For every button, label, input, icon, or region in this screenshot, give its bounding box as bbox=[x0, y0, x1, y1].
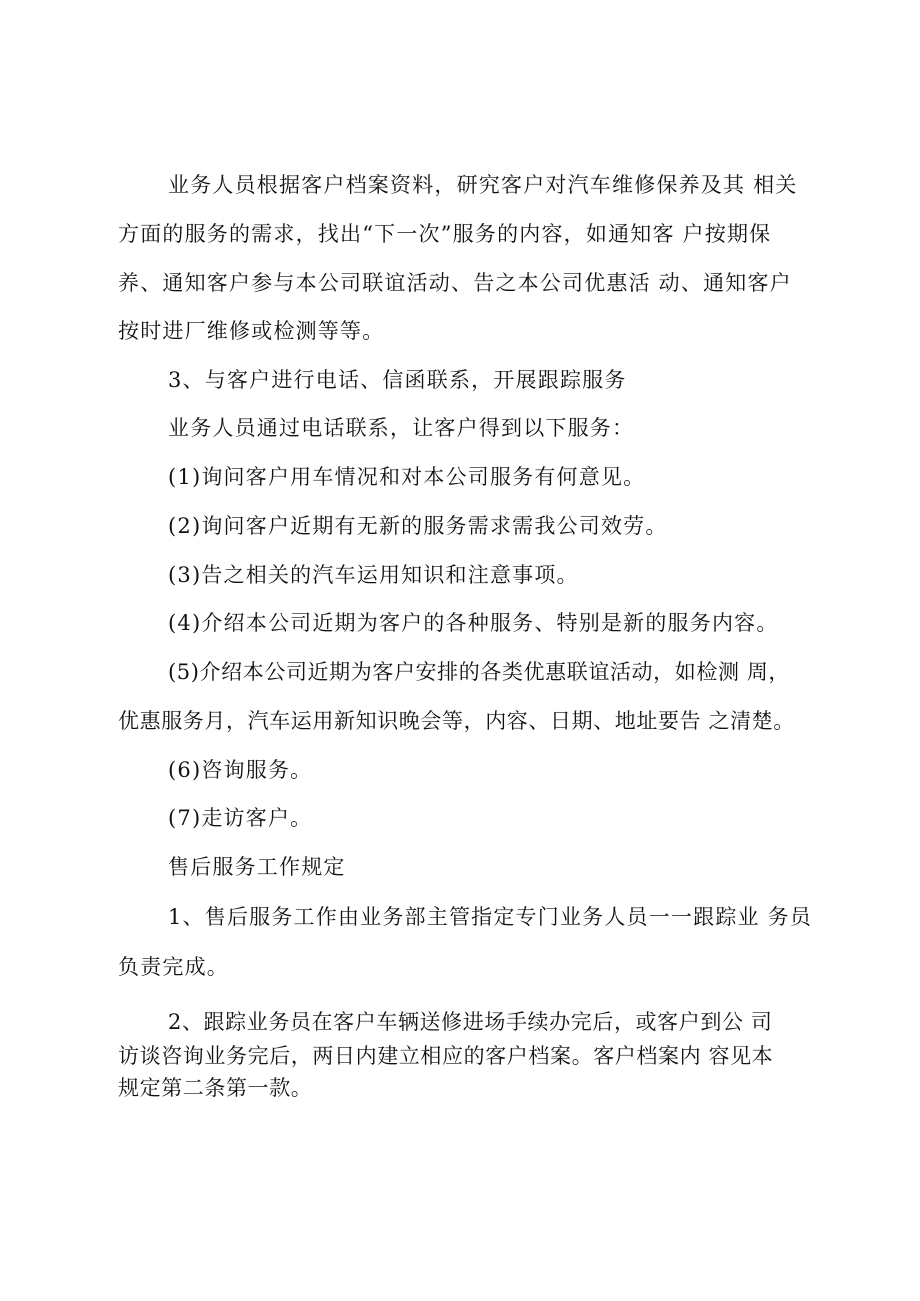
section-3-heading: 3、与客户进行电话、信函联系，开展跟踪服务 bbox=[168, 368, 627, 392]
list-item-2: (2)询问客户近期有无新的服务需求需我公司效劳。 bbox=[168, 514, 668, 538]
list-item-3: (3)告之相关的汽车运用知识和注意事项。 bbox=[168, 563, 579, 587]
rules-title: 售后服务工作规定 bbox=[168, 855, 346, 879]
rule-2-line-1: 2、跟踪业务员在客户车辆送修进场手续办完后，或客户到公 司 bbox=[168, 1010, 773, 1034]
paragraph-1-line-1: 业务人员根据客户档案资料，研究客户对汽车维修保养及其 相关 bbox=[168, 173, 798, 197]
list-item-5-line-1: (5)介绍本公司近期为客户安排的各类优惠联谊活动，如检测 周， bbox=[168, 660, 791, 684]
rule-2-line-2: 访谈咨询业务完后，两日内建立相应的客户档案。客户档案内 容见本 bbox=[118, 1044, 774, 1068]
paragraph-1-line-4: 按时进厂维修或检测等等。 bbox=[118, 319, 385, 343]
paragraph-1-line-3: 养、通知客户参与本公司联谊活动、告之本公司优惠活 动、通知客户 bbox=[118, 271, 792, 295]
rule-2-line-3: 规定第二条第一款。 bbox=[118, 1076, 313, 1100]
list-item-7: (7)走访客户。 bbox=[168, 806, 313, 830]
service-intro: 业务人员通过电话联系，让客户得到以下服务： bbox=[168, 416, 635, 440]
list-item-6: (6)咨询服务。 bbox=[168, 758, 313, 782]
list-item-1: (1)询问客户用车情况和对本公司服务有何意见。 bbox=[168, 465, 646, 489]
rule-1-line-1: 1、售后服务工作由业务部主管指定专门业务人员一一跟踪业 务员 bbox=[168, 905, 813, 929]
rule-1-line-2: 负责完成。 bbox=[118, 955, 229, 979]
list-item-4: (4)介绍本公司近期为客户的各种服务、特别是新的服务内容。 bbox=[168, 611, 779, 635]
paragraph-1-line-2: 方面的服务的需求，找出“下一次”服务的内容，如通知客 户按期保 bbox=[118, 222, 772, 246]
list-item-5-line-2: 优惠服务月，汽车运用新知识晚会等，内容、日期、地址要告 之清楚。 bbox=[118, 709, 795, 733]
